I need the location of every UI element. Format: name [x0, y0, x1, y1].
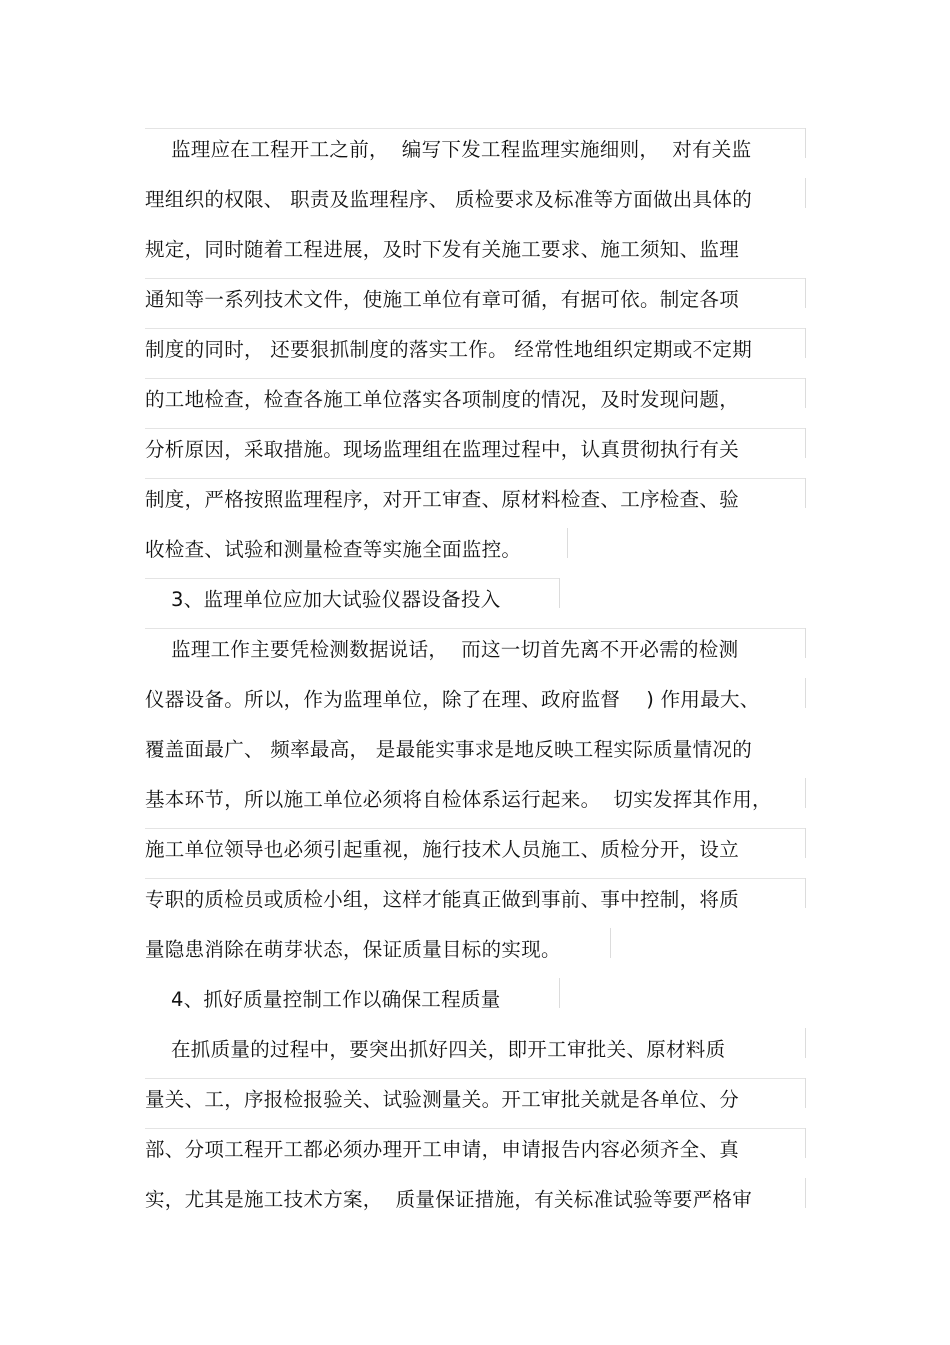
text-line: 基本环节，所以施工单位必须将自检体系运行起来。 切实发挥其作用， — [145, 788, 772, 811]
text-line: 施工单位领导也必须引起重视，施行技术人员施工、质检分开，设立 — [145, 838, 740, 861]
text-line: 监理应在工程开工之前， 编写下发工程监理实施细则， 对有关监 — [145, 138, 752, 161]
text-line: 监理工作主要凭检测数据说话， 而这一切首先离不开必需的检测 — [145, 638, 739, 661]
text-line: 覆盖面最广、 频率最高， 是最能实事求是地反映工程实际质量情况的 — [145, 738, 752, 761]
text-line: 制度，严格按照监理程序，对开工审查、原材料检查、工序检查、验 — [145, 488, 740, 511]
text-line: 的工地检查，检查各施工单位落实各项制度的情况，及时发现问题， — [145, 388, 740, 411]
text-line: 制度的同时， 还要狠抓制度的落实工作。 经常性地组织定期或不定期 — [145, 338, 752, 361]
text-line: 实，尤其是施工技术方案， 质量保证措施，有关标准试验等要严格审 — [145, 1188, 752, 1211]
text-line: 量关、工，序报检报验关、试验测量关。开工审批关就是各单位、分 — [145, 1088, 740, 1111]
text-line: 通知等一系列技术文件，使施工单位有章可循，有据可依。制定各项 — [145, 288, 740, 311]
text-line: 规定，同时随着工程进展，及时下发有关施工要求、施工须知、监理 — [145, 238, 740, 261]
text-line: 仪器设备。所以，作为监理单位，除了在理、政府监督 ) 作用最大、 — [145, 688, 760, 711]
text-line: 在抓质量的过程中，要突出抓好四关，即开工审批关、原材料质 — [145, 1038, 726, 1061]
text-line: 部、分项工程开工都必须办理开工申请，申请报告内容必须齐全、真 — [145, 1138, 740, 1161]
text-line: 收检查、试验和测量检查等实施全面监控。 — [145, 538, 522, 561]
text-line: 理组织的权限、 职责及监理程序、 质检要求及标准等方面做出具体的 — [145, 188, 752, 211]
section-heading: 4、抓好质量控制工作以确保工程质量 — [145, 988, 501, 1011]
text-line: 量隐患消除在萌芽状态，保证质量目标的实现。 — [145, 938, 561, 961]
section-heading: 3、监理单位应加大试验仪器设备投入 — [145, 588, 501, 611]
text-line: 分析原因，采取措施。现场监理组在监理过程中，认真贯彻执行有关 — [145, 438, 740, 461]
text-line: 专职的质检员或质检小组，这样才能真正做到事前、事中控制，将质 — [145, 888, 740, 911]
